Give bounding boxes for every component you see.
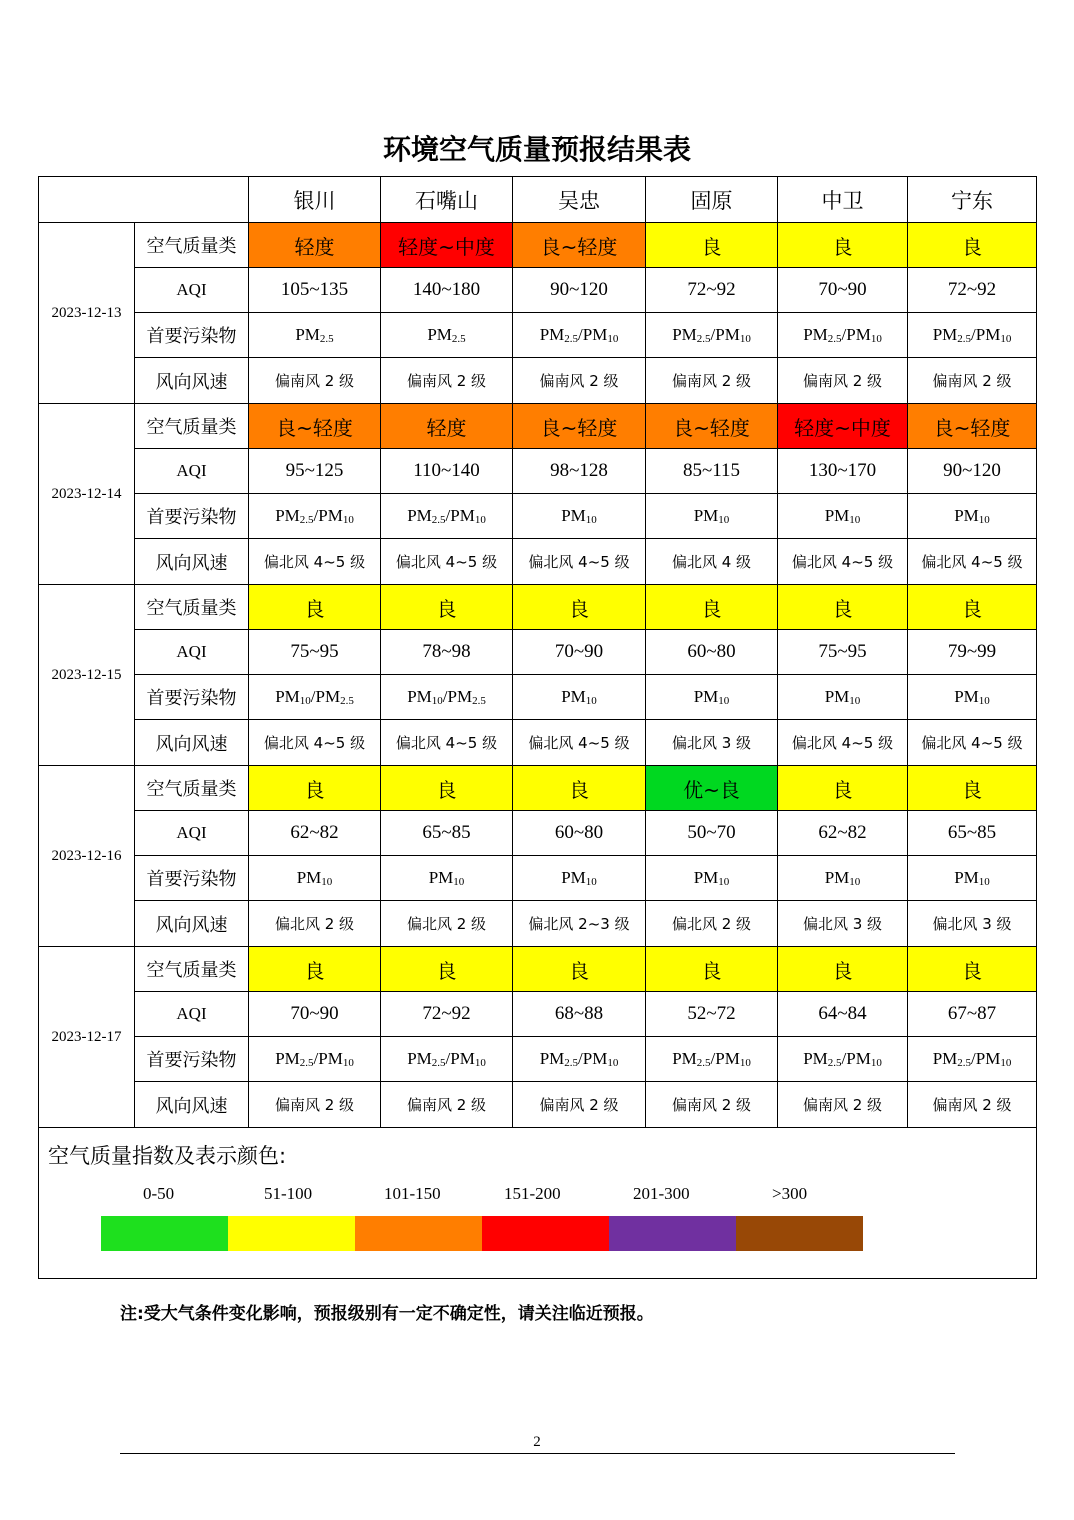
pollutant-name: PM [275,1049,300,1068]
row-label-wind: 风向风速 [135,539,249,585]
day-row-wind [39,720,1037,766]
pollutant-subscript: 2.5 [340,695,354,707]
footnote: 注:受大气条件变化影响，预报级别有一定不确定性，请关注临近预报。 [120,1304,654,1324]
pollutant-cell [778,1037,908,1082]
pollutant-subscript: 10 [849,695,861,707]
pollutant-cell [513,856,646,901]
pollutant-name: /PM [971,325,1001,344]
pollutant-cell [646,1037,778,1082]
legend-range-label: 101-150 [384,1184,441,1203]
pollutant-name: PM [693,868,719,887]
pollutant-cell [646,313,778,358]
pollutant-name: PM [954,868,979,887]
pollutant-subscript: 2.5 [564,333,579,345]
pollutant-cell [646,494,778,539]
date-cell: 2023-12-17 [39,947,135,1128]
page-title: 环境空气质量预报结果表 [382,133,691,166]
quality-cell: 良 [249,947,381,992]
pollutant-name: PM [803,325,828,344]
quality-cell: 良 [381,585,513,630]
quality-cell: 良~轻度 [513,223,646,268]
day-row-pollutant [39,313,1037,358]
quality-cell: 良 [908,223,1037,268]
quality-cell: 良 [778,947,908,992]
pollutant-name: PM [561,687,586,706]
wind-cell: 偏北风 4~5 级 [513,720,646,766]
city-header: 固原 [646,177,778,223]
pollutant-subscript: 10 [739,1057,751,1069]
legend-color-swatch [355,1216,482,1251]
day-row-quality [39,947,1037,992]
quality-cell: 良 [513,947,646,992]
wind-cell: 偏南风 2 级 [381,1082,513,1128]
wind-cell: 偏北风 2 级 [249,901,381,947]
pollutant-cell [249,675,381,720]
wind-cell: 偏北风 4~5 级 [778,539,908,585]
quality-cell: 良 [646,947,778,992]
pollutant-name: PM [932,1049,958,1068]
quality-cell: 轻度 [249,223,381,268]
row-label-pollutant: 首要污染物 [135,856,249,901]
footer-divider [120,1453,955,1454]
wind-cell: 偏北风 4 级 [646,539,778,585]
row-label-quality: 空气质量类 [135,404,249,449]
quality-cell: 良 [778,223,908,268]
pollutant-subscript: 10 [321,876,333,888]
pollutant-name: /PM [313,506,343,525]
row-label-pollutant: 首要污染物 [135,675,249,720]
pollutant-name: PM [824,687,850,706]
aqi-cell: 79~99 [908,630,1037,675]
wind-cell: 偏北风 4~5 级 [908,539,1037,585]
pollutant-subscript: 2.5 [472,695,486,707]
legend-title: 空气质量指数及表示颜色: [48,1144,287,1168]
wind-cell: 偏南风 2 级 [249,1082,381,1128]
header-corner [39,177,249,223]
pollutant-subscript: 10 [607,333,619,345]
wind-cell: 偏南风 2 级 [249,358,381,404]
pollutant-name: PM [427,325,452,344]
date-cell: 2023-12-13 [39,223,135,404]
legend-range-label: 201-300 [633,1184,690,1203]
legend-color-swatch [736,1216,863,1251]
pollutant-cell [646,856,778,901]
pollutant-name: PM [407,1049,432,1068]
quality-cell: 轻度~中度 [778,404,908,449]
pollutant-name: PM [275,687,300,706]
pollutant-cell [513,494,646,539]
day-row-quality [39,585,1037,630]
city-header: 银川 [249,177,381,223]
pollutant-name: /PM [442,687,473,706]
aqi-cell: 70~90 [513,630,646,675]
pollutant-name: /PM [710,1049,740,1068]
wind-cell: 偏北风 4~5 级 [908,720,1037,766]
pollutant-cell [646,675,778,720]
pollutant-subscript: 2.5 [299,1057,314,1069]
quality-cell: 良 [381,766,513,811]
aqi-cell: 130~170 [778,449,908,494]
pollutant-subscript: 10 [849,514,861,526]
wind-cell: 偏南风 2 级 [778,1082,908,1128]
aqi-cell: 70~90 [249,992,381,1037]
legend-range-label: 151-200 [504,1184,561,1203]
pollutant-name: /PM [578,325,608,344]
wind-cell: 偏北风 3 级 [646,720,778,766]
aqi-cell: 110~140 [381,449,513,494]
aqi-cell: 90~120 [513,268,646,313]
quality-cell: 良 [249,585,381,630]
date-cell: 2023-12-16 [39,766,135,947]
legend-color-swatch [228,1216,355,1251]
aqi-cell: 75~95 [249,630,381,675]
pollutant-cell [778,675,908,720]
pollutant-name: PM [672,325,697,344]
city-header: 石嘴山 [381,177,513,223]
pollutant-name: /PM [313,1049,343,1068]
day-row-quality [39,404,1037,449]
pollutant-subscript: 10 [978,514,990,526]
wind-cell: 偏南风 2 级 [778,358,908,404]
wind-cell: 偏北风 4~5 级 [381,539,513,585]
pollutant-subscript: 10 [585,695,597,707]
legend-color-swatch [482,1216,609,1251]
row-label-aqi: AQI [135,811,249,856]
day-row-pollutant [39,494,1037,539]
pollutant-cell [381,675,513,720]
pollutant-subscript: 10 [585,876,597,888]
wind-cell: 偏北风 3 级 [908,901,1037,947]
pollutant-subscript: 10 [870,333,882,345]
city-header: 吴忠 [513,177,646,223]
pollutant-cell [908,313,1037,358]
aqi-cell: 62~82 [778,811,908,856]
pollutant-name: /PM [841,1049,871,1068]
pollutant-subscript: 2.5 [696,333,711,345]
row-label-wind: 风向风速 [135,1082,249,1128]
wind-cell: 偏南风 2 级 [908,1082,1037,1128]
day-row-aqi [39,268,1037,313]
pollutant-name: PM [275,506,300,525]
pollutant-cell [249,856,381,901]
wind-cell: 偏南风 2 级 [513,1082,646,1128]
forecast-table [38,176,1037,1279]
pollutant-subscript: 2.5 [299,514,314,526]
page-number: 2 [533,1434,541,1450]
wind-cell: 偏北风 3 级 [778,901,908,947]
pollutant-subscript: 10 [299,695,311,707]
day-row-quality [39,223,1037,268]
row-label-wind: 风向风速 [135,720,249,766]
legend-color-swatch [609,1216,736,1251]
pollutant-name: /PM [445,1049,475,1068]
pollutant-subscript: 2.5 [319,333,334,345]
aqi-cell: 62~82 [249,811,381,856]
pollutant-cell [381,494,513,539]
pollutant-cell [908,675,1037,720]
pollutant-name: PM [803,1049,828,1068]
quality-cell: 良 [513,585,646,630]
pollutant-subscript: 2.5 [451,333,466,345]
pollutant-subscript: 2.5 [431,1057,446,1069]
aqi-cell: 75~95 [778,630,908,675]
pollutant-subscript: 2.5 [957,333,972,345]
pollutant-name: PM [407,506,432,525]
aqi-cell: 60~80 [513,811,646,856]
wind-cell: 偏北风 2 级 [381,901,513,947]
aqi-cell: 78~98 [381,630,513,675]
pollutant-subscript: 2.5 [696,1057,711,1069]
legend-section [39,1128,1037,1279]
day-row-aqi [39,630,1037,675]
aqi-cell: 72~92 [908,268,1037,313]
aqi-cell: 70~90 [778,268,908,313]
row-label-aqi: AQI [135,992,249,1037]
day-row-wind [39,358,1037,404]
pollutant-cell [249,313,381,358]
pollutant-name: PM [296,868,322,887]
row-label-aqi: AQI [135,449,249,494]
row-label-aqi: AQI [135,268,249,313]
row-label-pollutant: 首要污染物 [135,313,249,358]
row-label-wind: 风向风速 [135,901,249,947]
wind-cell: 偏北风 2~3 级 [513,901,646,947]
quality-cell: 良 [908,947,1037,992]
pollutant-subscript: 2.5 [827,1057,842,1069]
day-row-wind [39,1082,1037,1128]
wind-cell: 偏北风 4~5 级 [778,720,908,766]
day-row-aqi [39,992,1037,1037]
row-label-quality: 空气质量类 [135,223,249,268]
row-label-wind: 风向风速 [135,358,249,404]
header-row [39,177,1037,223]
aqi-cell: 60~80 [646,630,778,675]
pollutant-subscript: 10 [718,514,730,526]
row-label-aqi: AQI [135,630,249,675]
aqi-cell: 65~85 [381,811,513,856]
pollutant-subscript: 10 [870,1057,882,1069]
legend-range-label: 0-50 [143,1184,175,1203]
day-row-wind [39,539,1037,585]
city-header: 中卫 [778,177,908,223]
pollutant-cell [381,313,513,358]
pollutant-cell [249,494,381,539]
aqi-cell: 64~84 [778,992,908,1037]
pollutant-name: PM [561,868,586,887]
pollutant-name: /PM [710,325,740,344]
quality-cell: 良~轻度 [908,404,1037,449]
pollutant-cell [778,494,908,539]
wind-cell: 偏北风 4~5 级 [381,720,513,766]
pollutant-subscript: 10 [342,1057,354,1069]
pollutant-subscript: 2.5 [957,1057,972,1069]
pollutant-name: PM [693,506,719,525]
pollutant-name: PM [561,506,586,525]
aqi-cell: 90~120 [908,449,1037,494]
aqi-cell: 68~88 [513,992,646,1037]
pollutant-subscript: 10 [431,695,443,707]
quality-cell: 良 [908,766,1037,811]
aqi-cell: 52~72 [646,992,778,1037]
pollutant-subscript: 10 [1000,1057,1012,1069]
row-label-quality: 空气质量类 [135,766,249,811]
pollutant-subscript: 10 [739,333,751,345]
day-row-quality [39,766,1037,811]
day-row-aqi [39,811,1037,856]
pollutant-name: PM [954,687,979,706]
pollutant-name: /PM [310,687,341,706]
pollutant-name: PM [539,325,565,344]
aqi-cell: 65~85 [908,811,1037,856]
legend-range-label: 51-100 [264,1184,313,1203]
quality-cell: 良 [908,585,1037,630]
quality-cell: 良 [778,585,908,630]
pollutant-subscript: 10 [978,695,990,707]
pollutant-name: /PM [971,1049,1001,1068]
aqi-cell: 85~115 [646,449,778,494]
forecast-table-body [39,177,1037,1128]
legend-cell [39,1128,1037,1279]
quality-cell: 良~轻度 [646,404,778,449]
pollutant-name: PM [539,1049,565,1068]
pollutant-cell [908,856,1037,901]
day-row-pollutant [39,675,1037,720]
row-label-pollutant: 首要污染物 [135,494,249,539]
wind-cell: 偏南风 2 级 [513,358,646,404]
pollutant-name: PM [295,325,320,344]
row-label-quality: 空气质量类 [135,947,249,992]
pollutant-cell [778,856,908,901]
quality-cell: 良 [381,947,513,992]
quality-cell: 轻度 [381,404,513,449]
quality-cell: 良 [513,766,646,811]
aqi-cell: 67~87 [908,992,1037,1037]
pollutant-name: PM [693,687,719,706]
wind-cell: 偏北风 4~5 级 [513,539,646,585]
quality-cell: 良 [249,766,381,811]
pollutant-subscript: 10 [474,1057,486,1069]
aqi-cell: 98~128 [513,449,646,494]
pollutant-subscript: 10 [607,1057,619,1069]
legend-color-swatch [101,1216,228,1251]
pollutant-name: /PM [445,506,475,525]
pollutant-subscript: 2.5 [564,1057,579,1069]
quality-cell: 轻度~中度 [381,223,513,268]
row-label-pollutant: 首要污染物 [135,1037,249,1082]
date-cell: 2023-12-14 [39,404,135,585]
pollutant-subscript: 10 [453,876,465,888]
aqi-cell: 140~180 [381,268,513,313]
quality-cell: 良~轻度 [249,404,381,449]
pollutant-name: /PM [841,325,871,344]
day-row-wind [39,901,1037,947]
pollutant-subscript: 10 [718,876,730,888]
aqi-cell: 72~92 [646,268,778,313]
aqi-cell: 105~135 [249,268,381,313]
pollutant-name: PM [407,687,432,706]
pollutant-name: PM [428,868,454,887]
pollutant-subscript: 10 [1000,333,1012,345]
pollutant-subscript: 10 [849,876,861,888]
pollutant-subscript: 10 [978,876,990,888]
pollutant-subscript: 10 [474,514,486,526]
pollutant-subscript: 10 [342,514,354,526]
wind-cell: 偏北风 4~5 级 [249,539,381,585]
day-row-pollutant [39,856,1037,901]
wind-cell: 偏南风 2 级 [908,358,1037,404]
pollutant-subscript: 2.5 [431,514,446,526]
pollutant-subscript: 10 [718,695,730,707]
pollutant-cell [513,313,646,358]
pollutant-cell [513,675,646,720]
pollutant-cell [381,856,513,901]
pollutant-subscript: 2.5 [827,333,842,345]
pollutant-name: PM [824,868,850,887]
wind-cell: 偏南风 2 级 [646,1082,778,1128]
wind-cell: 偏北风 4~5 级 [249,720,381,766]
aqi-cell: 95~125 [249,449,381,494]
quality-cell: 良~轻度 [513,404,646,449]
quality-cell: 良 [646,223,778,268]
wind-cell: 偏北风 2 级 [646,901,778,947]
pollutant-name: PM [824,506,850,525]
wind-cell: 偏南风 2 级 [646,358,778,404]
pollutant-name: PM [672,1049,697,1068]
pollutant-name: PM [932,325,958,344]
quality-cell: 良 [778,766,908,811]
quality-cell: 良 [646,585,778,630]
pollutant-cell [381,1037,513,1082]
pollutant-cell [249,1037,381,1082]
city-header: 宁东 [908,177,1037,223]
date-cell: 2023-12-15 [39,585,135,766]
pollutant-name: PM [954,506,979,525]
aqi-cell: 50~70 [646,811,778,856]
pollutant-cell [908,494,1037,539]
pollutant-name: /PM [578,1049,608,1068]
pollutant-subscript: 10 [585,514,597,526]
row-label-quality: 空气质量类 [135,585,249,630]
quality-cell: 优~良 [646,766,778,811]
legend-range-label: >300 [772,1184,808,1203]
pollutant-cell [513,1037,646,1082]
pollutant-cell [778,313,908,358]
aqi-cell: 72~92 [381,992,513,1037]
day-row-aqi [39,449,1037,494]
pollutant-cell [908,1037,1037,1082]
day-row-pollutant [39,1037,1037,1082]
wind-cell: 偏南风 2 级 [381,358,513,404]
